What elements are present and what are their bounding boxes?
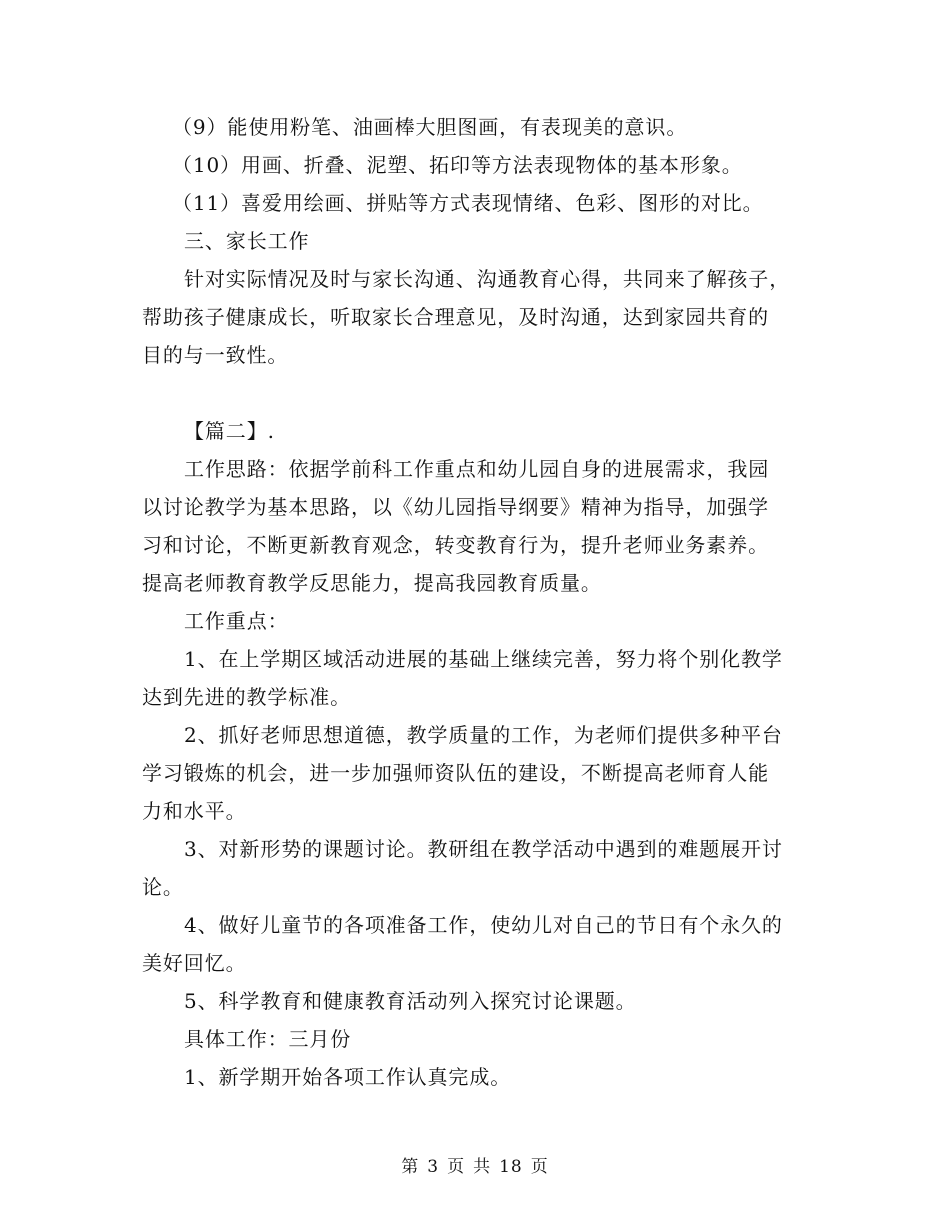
list-item: 4、做好儿童节的各项准备工作，使幼儿对自己的节日有个永久的 bbox=[184, 913, 783, 937]
footer-total-label: 共 bbox=[473, 1157, 492, 1177]
page-content bbox=[142, 108, 822, 1096]
list-item: 1、新学期开始各项工作认真完成。 bbox=[184, 1065, 512, 1089]
footer-page-label: 页 bbox=[447, 1157, 466, 1177]
footer-prefix: 第 bbox=[401, 1157, 420, 1177]
paragraph-line: 目的与一致性。 bbox=[142, 343, 289, 367]
list-item: 3、对新形势的课题讨论。教研组在教学活动中遇到的难题展开讨 bbox=[184, 837, 783, 861]
footer-page-number: 3 bbox=[427, 1157, 440, 1177]
list-item-continuation: 力和水平。 bbox=[142, 799, 247, 823]
footer-total-pages: 18 bbox=[499, 1157, 523, 1177]
paragraph-line: 提高老师教育教学反思能力，提高我园教育质量。 bbox=[142, 571, 602, 595]
list-item: 5、科学教育和健康教育活动列入探究讨论课题。 bbox=[184, 989, 637, 1013]
list-item-continuation: 学习锻炼的机会，进一步加强师资队伍的建设，不断提高老师育人能 bbox=[142, 761, 769, 785]
list-item: （11）喜爱用绘画、拼贴等方式表现情绪、色彩、图形的对比。 bbox=[172, 191, 764, 215]
list-item: 1、在上学期区域活动进展的基础上继续完善，努力将个别化教学 bbox=[184, 647, 783, 671]
focus-heading: 工作重点： bbox=[184, 609, 289, 633]
section-heading-parents: 三、家长工作 bbox=[184, 229, 310, 253]
paragraph-line: 习和讨论，不断更新教育观念，转变教育行为，提升老师业务素养。 bbox=[142, 533, 769, 557]
paragraph-line: 工作思路：依据学前科工作重点和幼儿园自身的进展需求，我园 bbox=[184, 457, 770, 481]
list-item: （9）能使用粉笔、油画棒大胆图画，有表现美的意识。 bbox=[172, 115, 688, 139]
footer-total-suffix: 页 bbox=[530, 1157, 549, 1177]
paragraph-line: 针对实际情况及时与家长沟通、沟通教育心得，共同来了解孩子， bbox=[184, 267, 791, 291]
page-footer bbox=[0, 1152, 950, 1177]
list-item: （10）用画、折叠、泥塑、拓印等方法表现物体的基本形象。 bbox=[172, 153, 743, 177]
blank-line bbox=[142, 374, 822, 412]
specific-work-heading: 具体工作：三月份 bbox=[184, 1027, 352, 1051]
paragraph-line: 以讨论教学为基本思路，以《幼儿园指导纲要》精神为指导，加强学 bbox=[142, 495, 769, 519]
list-item-continuation: 达到先进的教学标准。 bbox=[142, 685, 351, 709]
list-item-continuation: 论。 bbox=[142, 875, 184, 899]
list-item-continuation: 美好回忆。 bbox=[142, 951, 247, 975]
paragraph-line: 帮助孩子健康成长，听取家长合理意见，及时沟通，达到家园共育的 bbox=[142, 305, 769, 329]
list-item: 2、抓好老师思想道德，教学质量的工作，为老师们提供多种平台 bbox=[184, 723, 783, 747]
part-heading: 【篇二】. bbox=[184, 419, 275, 443]
